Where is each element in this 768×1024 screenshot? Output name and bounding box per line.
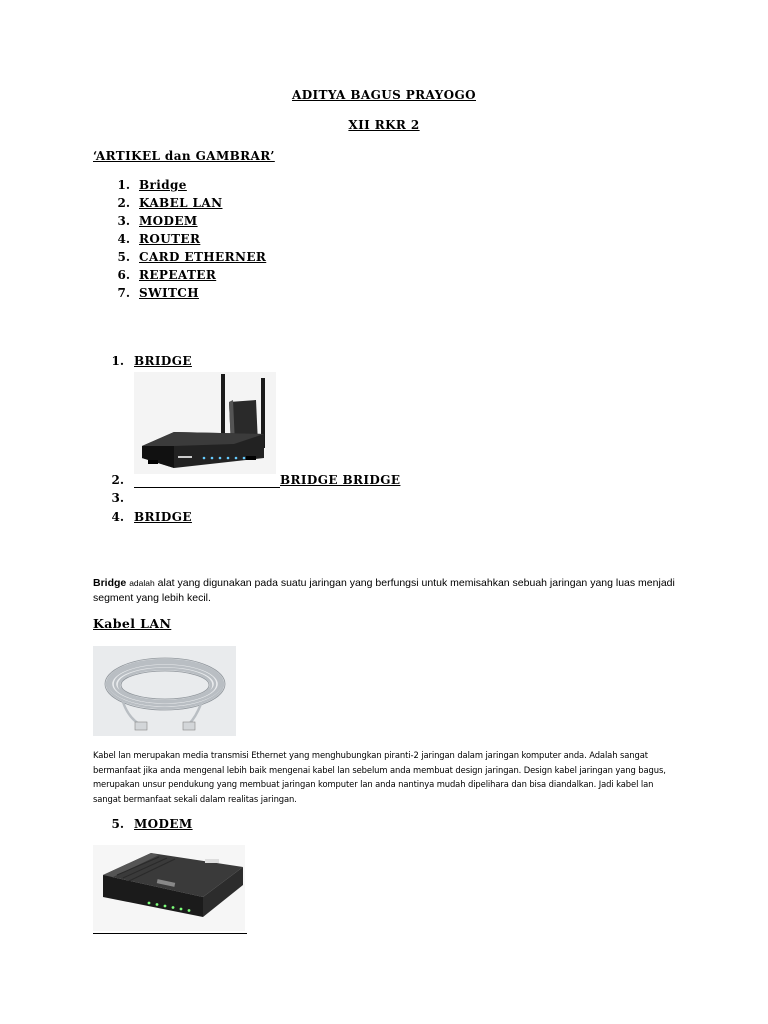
bottom-rule bbox=[93, 933, 247, 934]
toc-number: 4. bbox=[117, 232, 130, 246]
section-title-bridge-2: BRIDGE bbox=[134, 510, 192, 524]
section-number: 1. bbox=[111, 354, 124, 368]
toc-item-repeater[interactable]: REPEATER bbox=[139, 268, 217, 282]
toc-item-router[interactable]: ROUTER bbox=[139, 232, 201, 246]
toc-item-switch[interactable]: SWITCH bbox=[139, 286, 199, 300]
bridge-definition: alat yang digunakan pada suatu jaringan yang berfungsi untuk memisahkan sebuah jaringan yang luas menjadi segment yang lebih kecil. bbox=[93, 577, 675, 604]
kabel-lan-image bbox=[93, 646, 236, 736]
section-number: 3. bbox=[111, 491, 124, 505]
toc-number: 7. bbox=[117, 286, 130, 300]
bridge-description bbox=[93, 576, 683, 606]
section-number: 5. bbox=[111, 817, 124, 831]
toc-number: 6. bbox=[117, 268, 130, 282]
section-number: 4. bbox=[111, 510, 124, 524]
section-title-bridge-bridge: BRIDGE BRIDGE bbox=[280, 473, 401, 487]
section-number: 2. bbox=[111, 473, 124, 487]
toc-number: 2. bbox=[117, 196, 130, 210]
blank-underline bbox=[134, 487, 280, 488]
toc-item-modem[interactable]: MODEM bbox=[139, 214, 198, 228]
toc-item-kabel-lan[interactable]: KABEL LAN bbox=[139, 196, 223, 210]
document-subtitle: ‘ARTIKEL dan GAMBRAR’ bbox=[93, 149, 275, 163]
section-title-bridge: BRIDGE bbox=[134, 354, 192, 368]
bridge-term: Bridge bbox=[93, 577, 127, 589]
bridge-router-image bbox=[134, 372, 276, 474]
section-title-kabel-lan: Kabel LAN bbox=[93, 616, 172, 631]
class-label: XII RKR 2 bbox=[348, 118, 420, 132]
author-name: ADITYA BAGUS PRAYOGO bbox=[292, 88, 476, 102]
modem-image bbox=[93, 845, 245, 931]
kabel-lan-description: Kabel lan merupakan media transmisi Ethernet yang menghubungkan piranti-2 jaringan dalam jaringan komputer anda. Adalah sangat bermanfaat jika anda mengenal lebih baik mengenai kabel lan sebelum anda membuat design jaringan. Design kabel jaringan yang bagus, merupakan unsur pendukung yang membuat jaringan komputer lan anda nantinya mudah dipelihara dan bisa diandalkan. Jadi kabel lan sangat bermanfaat sekali dalam realitas jaringan. bbox=[93, 750, 666, 804]
section-title-modem: MODEM bbox=[134, 817, 193, 831]
toc-number: 1. bbox=[117, 178, 130, 192]
bridge-adalah: adalah bbox=[129, 578, 155, 588]
toc-number: 5. bbox=[117, 250, 130, 264]
toc-item-card-etherner[interactable]: CARD ETHERNER bbox=[139, 250, 267, 264]
toc-number: 3. bbox=[117, 214, 130, 228]
toc-item-bridge[interactable]: Bridge bbox=[139, 178, 187, 192]
